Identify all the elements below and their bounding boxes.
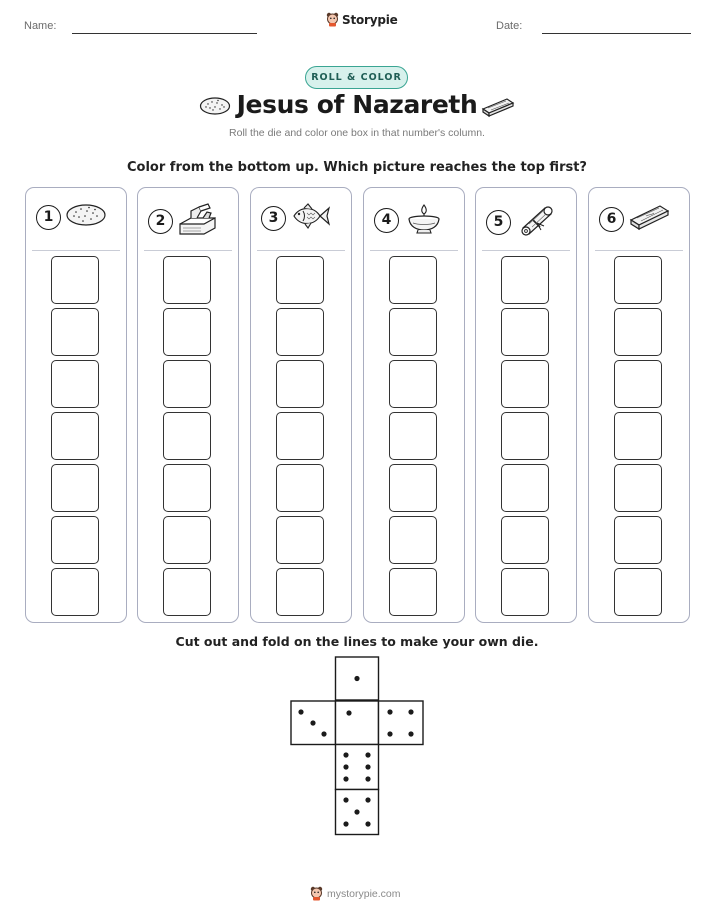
column-header (374, 202, 445, 238)
storypie-mascot-icon (326, 12, 339, 27)
brand-name: Storypie (342, 12, 398, 27)
color-box[interactable] (614, 568, 662, 616)
subtitle: Roll the die and color one box in that number's column. (229, 127, 485, 139)
color-box[interactable] (389, 516, 437, 564)
color-box[interactable] (276, 568, 324, 616)
column-divider (32, 250, 120, 251)
column-1 (25, 187, 127, 623)
die-face-6 (336, 745, 379, 790)
color-box[interactable] (614, 516, 662, 564)
column-number: 5 (486, 210, 511, 235)
column-divider (257, 250, 345, 251)
column-header (486, 202, 557, 242)
color-box[interactable] (614, 412, 662, 460)
wood-plank-icon (480, 96, 516, 118)
name-line (72, 33, 257, 34)
color-box[interactable] (614, 256, 662, 304)
color-box[interactable] (501, 412, 549, 460)
color-box[interactable] (501, 568, 549, 616)
color-box[interactable] (276, 308, 324, 356)
oil-lamp-icon (403, 202, 445, 238)
color-box[interactable] (276, 516, 324, 564)
color-box[interactable] (51, 412, 99, 460)
scroll-icon (515, 202, 557, 242)
color-box[interactable] (163, 256, 211, 304)
column-header (261, 202, 332, 234)
name-label: Name: (24, 20, 57, 32)
storypie-mascot-icon (310, 886, 323, 901)
column-3 (250, 187, 352, 623)
color-box[interactable] (163, 360, 211, 408)
color-box[interactable] (163, 412, 211, 460)
roll-color-badge: ROLL & COLOR (305, 66, 408, 89)
wood-plank-icon (628, 202, 672, 236)
column-number: 2 (148, 209, 173, 234)
color-box[interactable] (614, 464, 662, 512)
color-box[interactable] (389, 308, 437, 356)
column-divider (370, 250, 458, 251)
column-number: 6 (599, 207, 624, 232)
column-number: 1 (36, 205, 61, 230)
color-box[interactable] (276, 464, 324, 512)
color-box[interactable] (276, 360, 324, 408)
die-net (290, 656, 426, 836)
color-box[interactable] (501, 308, 549, 356)
color-box[interactable] (163, 308, 211, 356)
column-6 (588, 187, 690, 623)
color-box[interactable] (614, 360, 662, 408)
color-box[interactable] (614, 308, 662, 356)
column-divider (482, 250, 570, 251)
footer (310, 886, 401, 901)
page-title: Jesus of Nazareth (236, 90, 478, 119)
column-header (148, 202, 219, 240)
brand-logo (326, 12, 398, 27)
color-box[interactable] (389, 256, 437, 304)
color-box[interactable] (51, 360, 99, 408)
color-box[interactable] (51, 568, 99, 616)
color-box[interactable] (51, 516, 99, 564)
carpenter-plane-icon (177, 202, 219, 240)
color-box[interactable] (51, 464, 99, 512)
color-box[interactable] (276, 412, 324, 460)
color-box[interactable] (501, 360, 549, 408)
bread-icon (65, 202, 107, 232)
die-face-4 (379, 701, 424, 745)
color-box[interactable] (501, 256, 549, 304)
date-line (542, 33, 691, 34)
color-box[interactable] (276, 256, 324, 304)
column-number: 3 (261, 206, 286, 231)
color-box[interactable] (389, 360, 437, 408)
color-box[interactable] (501, 516, 549, 564)
column-2 (137, 187, 239, 623)
fish-icon (290, 202, 332, 234)
die-instruction: Cut out and fold on the lines to make your own die. (175, 634, 539, 649)
color-box[interactable] (389, 412, 437, 460)
color-box[interactable] (389, 568, 437, 616)
column-number: 4 (374, 208, 399, 233)
column-4 (363, 187, 465, 623)
color-box[interactable] (163, 464, 211, 512)
color-box[interactable] (51, 256, 99, 304)
color-box[interactable] (163, 568, 211, 616)
column-header (36, 202, 107, 232)
instruction-text: Color from the bottom up. Which picture reaches the top first? (127, 160, 587, 175)
color-box[interactable] (51, 308, 99, 356)
color-box[interactable] (163, 516, 211, 564)
column-divider (595, 250, 683, 251)
column-5 (475, 187, 577, 623)
footer-url: mystorypie.com (327, 887, 401, 900)
color-box[interactable] (389, 464, 437, 512)
date-label: Date: (496, 20, 523, 32)
column-divider (144, 250, 232, 251)
color-box[interactable] (501, 464, 549, 512)
column-header (599, 202, 672, 236)
die-face-1-center (336, 701, 379, 745)
